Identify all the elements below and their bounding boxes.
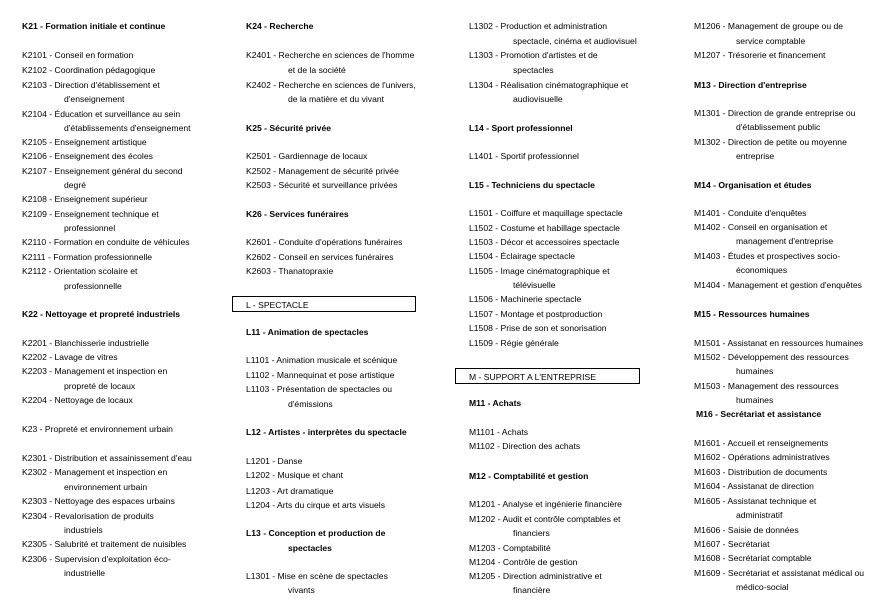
job-entry: K2104 - Éducation et surveillance au sein bbox=[22, 109, 181, 119]
entry-continuation: économiques bbox=[736, 265, 788, 275]
column-4 bbox=[694, 0, 890, 605]
entry-continuation: d'émissions bbox=[288, 399, 333, 409]
job-entry: L1201 - Danse bbox=[246, 456, 303, 466]
group-heading: spectacles bbox=[288, 543, 332, 553]
column-1 bbox=[22, 0, 234, 605]
job-entry: L1204 - Arts du cirque et arts visuels bbox=[246, 500, 386, 510]
job-entry: L1202 - Musique et chant bbox=[246, 470, 343, 480]
entry-continuation: spectacle, cinéma et audiovisuel bbox=[513, 36, 637, 46]
entry-continuation: vivants bbox=[288, 585, 315, 595]
entry-continuation: spectacles bbox=[513, 65, 554, 75]
entry-continuation: d'établissements d'enseignement bbox=[64, 123, 191, 133]
job-entry: L1301 - Mise en scène de spectacles bbox=[246, 571, 388, 581]
job-entry: M1607 - Secrétariat bbox=[694, 539, 770, 549]
job-entry: L1102 - Mannequinat et pose artistique bbox=[246, 370, 395, 380]
job-entry: K2201 - Blanchisserie industrielle bbox=[22, 338, 150, 348]
job-entry: K2101 - Conseil en formation bbox=[22, 50, 134, 60]
job-entry: K2304 - Revalorisation de produits bbox=[22, 511, 154, 521]
entry-continuation: entreprise bbox=[736, 151, 775, 161]
job-entry: K2501 - Gardiennage de locaux bbox=[246, 151, 368, 161]
job-entry: L1508 - Prise de son et sonorisation bbox=[469, 323, 607, 333]
job-entry: M1609 - Secrétariat et assistanat médical ou bbox=[694, 568, 865, 578]
job-entry: K2503 - Sécurité et surveillance privées bbox=[246, 180, 398, 190]
job-entry: K2202 - Lavage de vitres bbox=[22, 352, 118, 362]
group-heading: L15 - Techniciens du spectacle bbox=[469, 180, 595, 190]
group-heading: M16 - Secrétariat et assistance bbox=[696, 409, 822, 419]
job-entry: K2502 - Management de sécurité privée bbox=[246, 166, 399, 176]
job-entry: K23 - Propreté et environnement urbain bbox=[22, 424, 173, 434]
job-entry: M1501 - Assistanat en ressources humaines bbox=[694, 338, 864, 348]
section-header: L - SPECTACLE bbox=[232, 296, 416, 312]
entry-continuation: industriels bbox=[64, 525, 103, 535]
entry-continuation: propreté de locaux bbox=[64, 381, 136, 391]
entry-continuation: service comptable bbox=[736, 36, 806, 46]
entry-continuation: audiovisuelle bbox=[513, 94, 563, 104]
job-entry: M1606 - Saisie de données bbox=[694, 525, 799, 535]
job-entry: L1506 - Machinerie spectacle bbox=[469, 294, 582, 304]
group-heading: K22 - Nettoyage et propreté industriels bbox=[22, 309, 181, 319]
section-header: M - SUPPORT A L'ENTREPRISE bbox=[455, 368, 640, 384]
job-entry: K2105 - Enseignement artistique bbox=[22, 137, 147, 147]
job-entry: L1203 - Art dramatique bbox=[246, 486, 334, 496]
group-heading: M15 - Ressources humaines bbox=[694, 309, 810, 319]
entry-continuation: d'enseignement bbox=[64, 94, 125, 104]
job-entry: K2301 - Distribution et assainissement d'eau bbox=[22, 453, 192, 463]
job-entry: L1507 - Montage et postproduction bbox=[469, 309, 603, 319]
job-entry: K2602 - Conseil en services funéraires bbox=[246, 252, 394, 262]
group-heading: M12 - Comptabilité et gestion bbox=[469, 471, 589, 481]
job-entry: M1102 - Direction des achats bbox=[469, 441, 581, 451]
job-entry: K2112 - Orientation scolaire et bbox=[22, 266, 138, 276]
job-entry: K2601 - Conduite d'opérations funéraires bbox=[246, 237, 403, 247]
job-entry: K2106 - Enseignement des écoles bbox=[22, 151, 153, 161]
job-entry: M1302 - Direction de petite ou moyenne bbox=[694, 137, 847, 147]
group-heading: L11 - Animation de spectacles bbox=[246, 327, 369, 337]
group-heading: L12 - Artistes - interprètes du spectacle bbox=[246, 427, 407, 437]
entry-continuation: télévisuelle bbox=[513, 280, 556, 290]
group-heading: L14 - Sport professionnel bbox=[469, 123, 573, 133]
job-entry: K2107 - Enseignement général du second bbox=[22, 166, 183, 176]
entry-continuation: de la matière et du vivant bbox=[288, 94, 385, 104]
job-entry: M1605 - Assistanat technique et bbox=[694, 496, 817, 506]
job-entry: M1402 - Conseil en organisation et bbox=[694, 222, 828, 232]
entry-continuation: degré bbox=[64, 180, 86, 190]
job-entry: K2102 - Coordination pédagogique bbox=[22, 65, 156, 75]
job-entry: M1603 - Distribution de documents bbox=[694, 467, 828, 477]
job-entry: K2402 - Recherche en sciences de l'univers, bbox=[246, 80, 416, 90]
job-entry: M1601 - Accueil et renseignements bbox=[694, 438, 829, 448]
job-entry: L1503 - Décor et accessoires spectacle bbox=[469, 237, 620, 247]
job-entry: K2306 - Supervision d'exploitation éco- bbox=[22, 554, 171, 564]
job-entry: L1401 - Sportif professionnel bbox=[469, 151, 579, 161]
job-entry: M1608 - Secrétariat comptable bbox=[694, 553, 812, 563]
job-entry: K2111 - Formation professionnelle bbox=[22, 252, 153, 262]
job-entry: K2603 - Thanatopraxie bbox=[246, 266, 334, 276]
group-heading: M13 - Direction d'entreprise bbox=[694, 80, 807, 90]
job-entry: L1501 - Coiffure et maquillage spectacle bbox=[469, 208, 623, 218]
entry-continuation: humaines bbox=[736, 366, 774, 376]
entry-continuation: médico-social bbox=[736, 582, 789, 592]
group-heading: L13 - Conception et production de bbox=[246, 528, 386, 538]
entry-continuation: financière bbox=[513, 585, 551, 595]
job-entry: K2109 - Enseignement technique et bbox=[22, 209, 159, 219]
job-entry: M1203 - Comptabilité bbox=[469, 543, 551, 553]
group-heading: M14 - Organisation et études bbox=[694, 180, 812, 190]
job-entry: L1303 - Promotion d'artistes et de bbox=[469, 50, 598, 60]
entry-continuation: professionnelle bbox=[64, 281, 122, 291]
group-heading: K25 - Sécurité privée bbox=[246, 123, 332, 133]
job-entry: M1202 - Audit et contrôle comptables et bbox=[469, 514, 621, 524]
entry-continuation: industrielle bbox=[64, 568, 106, 578]
entry-continuation: financiers bbox=[513, 528, 550, 538]
job-entry: K2103 - Direction d'établissement et bbox=[22, 80, 160, 90]
job-entry: K2108 - Enseignement supérieur bbox=[22, 194, 148, 204]
job-entry: K2303 - Nettoyage des espaces urbains bbox=[22, 496, 175, 506]
job-entry: M1201 - Analyse et ingénierie financière bbox=[469, 499, 622, 509]
job-entry: K2110 - Formation en conduite de véhicules bbox=[22, 237, 190, 247]
job-entry: L1509 - Régie générale bbox=[469, 338, 559, 348]
job-entry: M1502 - Développement des ressources bbox=[694, 352, 849, 362]
group-heading: M11 - Achats bbox=[469, 398, 522, 408]
job-entry: K2302 - Management et inspection en bbox=[22, 467, 168, 477]
column-3 bbox=[469, 0, 683, 605]
group-heading: K21 - Formation initiale et continue bbox=[22, 21, 166, 31]
job-entry: M1404 - Management et gestion d'enquêtes bbox=[694, 280, 862, 290]
entry-continuation: humaines bbox=[736, 395, 774, 405]
job-entry: M1206 - Management de groupe ou de bbox=[694, 21, 844, 31]
job-entry: L1302 - Production et administration bbox=[469, 21, 608, 31]
job-entry: M1604 - Assistanat de direction bbox=[694, 481, 814, 491]
job-entry: L1505 - Image cinématographique et bbox=[469, 266, 610, 276]
entry-continuation: professionnel bbox=[64, 223, 116, 233]
job-entry: M1503 - Management des ressources bbox=[694, 381, 839, 391]
job-entry: M1205 - Direction administrative et bbox=[469, 571, 602, 581]
job-entry: K2401 - Recherche en sciences de l'homme bbox=[246, 50, 415, 60]
job-entry: L1101 - Animation musicale et scénique bbox=[246, 355, 398, 365]
job-entry: M1101 - Achats bbox=[469, 427, 529, 437]
job-entry: K2203 - Management et inspection en bbox=[22, 366, 168, 376]
job-entry: M1602 - Opérations administratives bbox=[694, 452, 830, 462]
entry-continuation: management d'entreprise bbox=[736, 236, 834, 246]
job-entry: L1504 - Éclairage spectacle bbox=[469, 251, 576, 261]
column-2 bbox=[246, 0, 458, 605]
entry-continuation: d'établissement public bbox=[736, 122, 821, 132]
group-heading: K24 - Recherche bbox=[246, 21, 314, 31]
job-entry: M1401 - Conduite d'enquêtes bbox=[694, 208, 807, 218]
job-entry: K2204 - Nettoyage de locaux bbox=[22, 395, 133, 405]
job-entry: L1103 - Présentation de spectacles ou bbox=[246, 384, 393, 394]
entry-continuation: et de la société bbox=[288, 65, 346, 75]
entry-continuation: environnement urbain bbox=[64, 482, 148, 492]
entry-continuation: administratif bbox=[736, 510, 783, 520]
job-entry: L1502 - Costume et habillage spectacle bbox=[469, 223, 620, 233]
group-heading: K26 - Services funéraires bbox=[246, 209, 349, 219]
job-entry: M1204 - Contrôle de gestion bbox=[469, 557, 578, 567]
job-entry: M1403 - Études et prospectives socio- bbox=[694, 251, 841, 261]
job-entry: M1207 - Trésorerie et financement bbox=[694, 50, 826, 60]
job-entry: M1301 - Direction de grande entreprise ou bbox=[694, 108, 856, 118]
job-entry: K2305 - Salubrité et traitement de nuisibles bbox=[22, 539, 187, 549]
job-entry: L1304 - Réalisation cinématographique et bbox=[469, 80, 629, 90]
